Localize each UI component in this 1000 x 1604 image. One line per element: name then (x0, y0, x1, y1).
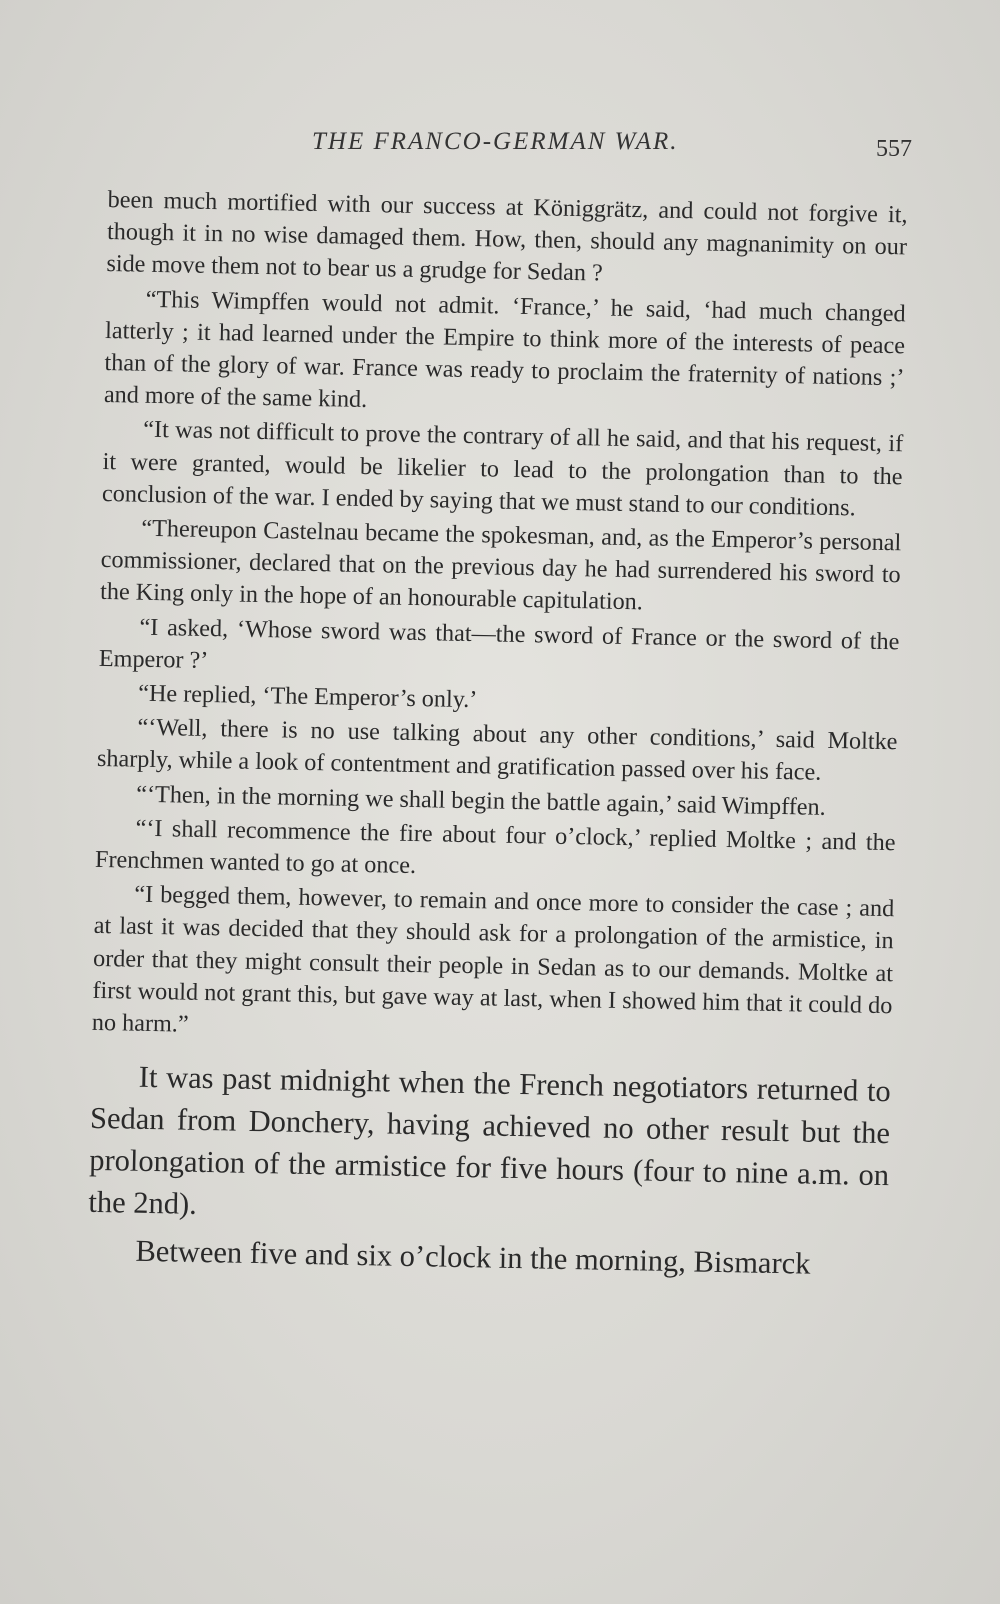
page-header (112, 128, 912, 168)
paragraph: “I begged them, however, to remain and once more to consider the case ; and at last it was decided that they should ask for a prolongation of the armistice, in order that they might consult their people in Sedan as to our demands. Moltke at first would not grant this, but gave way at last, when I showed him that it could do no harm.” (91, 880, 895, 1038)
page-number: 557 (876, 136, 912, 162)
paragraph: “‘Well, there is no use talking about any other conditions,’ said Moltke sharply, while a look of contentment and gratification passed over his face. (96, 713, 898, 787)
paragraph: “I asked, ‘Whose sword was that—the sword of France or the sword of the Emperor ?’ (98, 613, 900, 674)
paragraph-large: It was past midnight when the French negotiators returned to Sedan from Donchery, having achieved no other result but the prolongation of the armistice for five hours (four to nine a.m. on the 2nd). (88, 1060, 892, 1222)
paragraph-large: Between five and six o’clock in the morning, Bismarck (135, 1234, 811, 1281)
paragraph: “It was not difficult to prove the contrary of all he said, and that his request, if it were granted, would be likelier to lead to the prolongation than to the conclusion of the war. I ended by saying that we must stand to our conditions. (101, 416, 904, 522)
paragraph: “‘Then, in the morning we shall begin the battle again,’ said Wimpffen. (136, 780, 826, 821)
paragraph: “He replied, ‘The Emperor’s only.’ (137, 679, 478, 714)
running-title: THE FRANCO-GERMAN WAR. (312, 128, 679, 155)
main-narrative (87, 1055, 891, 1286)
body-text (87, 184, 908, 1292)
quoted-narrative (92, 184, 908, 1054)
paragraph: “This Wimpffen would not admit. ‘France,’ he said, ‘had much changed latterly ; it had learned under the Empire to think more of the interests of peace than of the glory of war. France was ready to proclaim the fraternity of nations ;’ and more of the same kind. (103, 285, 906, 414)
paragraph: “‘I shall recommence the fire about four o’clock,’ replied Moltke ; and the Frenchmen wanted to go at once. (94, 814, 896, 880)
paragraph: been much mortified with our success at Königgrätz, and could not forgive it, though it in no wise damaged them. How, then, should any magnanimity on our side move them not to bear us a grudge for Sedan ? (106, 185, 908, 287)
paragraph: “Thereupon Castelnau became the spokesman, and, as the Emperor’s personal commissioner, declared that on the previous day he had surrendered his sword to the King only in the hope of an honourable capitulation. (99, 514, 902, 616)
